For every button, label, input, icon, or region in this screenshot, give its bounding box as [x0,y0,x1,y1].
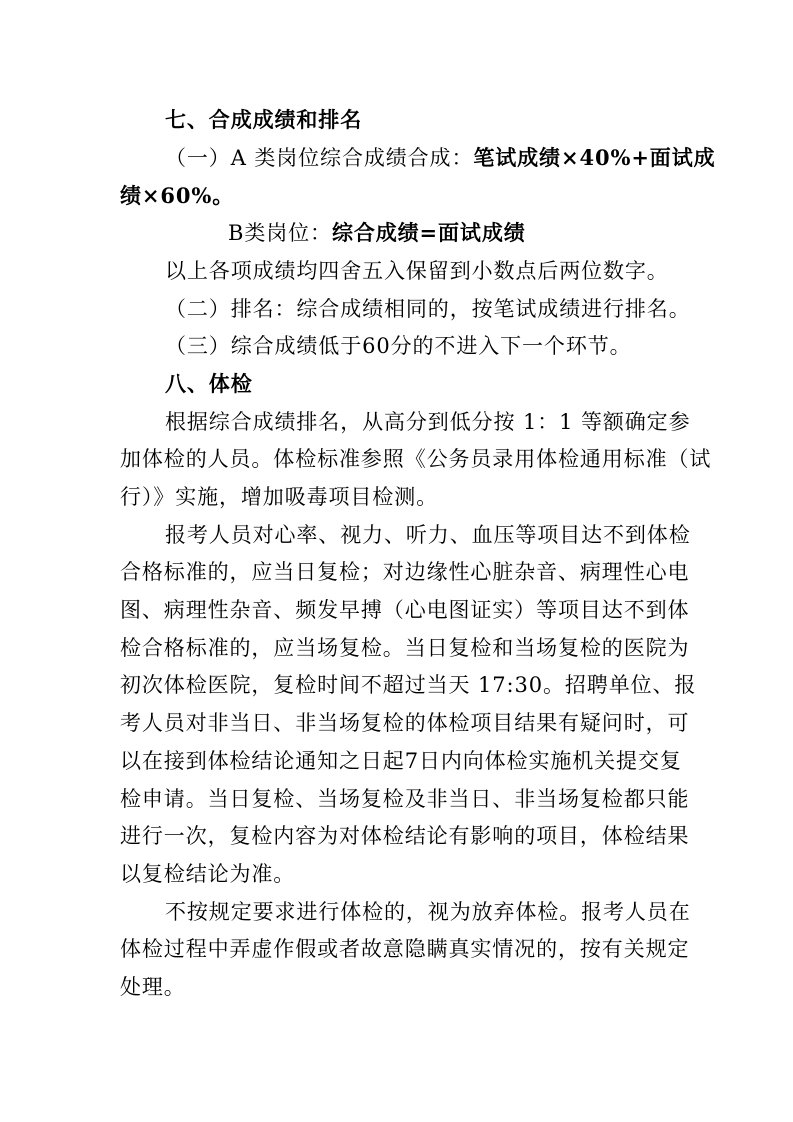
section-8-p3-line: 体检过程中弄虚作假或者故意隐瞒真实情况的，按有关规定 [120,937,690,961]
section-8-p2-line: 初次体检医院，复检时间不超过当天 17:30。招聘单位、报 [120,673,697,697]
item-b-prefix: B类岗位： [228,221,332,245]
section-8-p1-line: 根据综合成绩排名，从高分到低分按 1：1 等额确定参 [165,410,691,434]
section-8-title: 八、体检 [165,371,253,396]
section-8-p2-line: 检申请。当日复检、当场复检及非当日、非当场复检都只能 [120,787,690,811]
section-7-item-3: （三）综合成绩低于60分的不进入下一个环节。 [165,334,632,358]
item-b-formula: 综合成绩=面试成绩 [331,220,526,245]
section-7-item-2: （二）排名：综合成绩相同的，按笔试成绩进行排名。 [165,297,691,321]
section-8-p2-line: 进行一次，复检内容为对体检结论有影响的项目，体检结果 [120,824,690,848]
section-8-p2-line: 合格标准的，应当日复检；对边缘性心脏杂音、病理性心电 [120,560,690,584]
item-1-formula-part-a: 笔试成绩×40%+面试成 [473,145,716,170]
section-8-p3-line: 处理。 [120,975,186,999]
section-7-item-b [0,219,793,247]
section-8-p1-line: 加体检的人员。体检标准参照《公务员录用体检通用标准（试 [120,447,712,471]
section-8-p2-line: 以在接到体检结论通知之日起7日内向体检实施机关提交复 [120,749,682,773]
section-8-p2-line: 图、病理性杂音、频发早搏（心电图证实）等项目达不到体 [120,598,690,622]
section-7-title: 七、合成成绩和排名 [165,107,363,132]
rounding-note: 以上各项成绩均四舍五入保留到小数点后两位数字。 [165,259,669,283]
section-8-p3-line: 不按规定要求进行体检的，视为放弃体检。报考人员在 [165,900,691,924]
section-8-p2-line: 检合格标准的，应当场复检。当日复检和当场复检的医院为 [120,636,690,660]
section-7-item-1-line-1 [0,144,793,172]
section-8-p2-line: 考人员对非当日、非当场复检的体检项目结果有疑问时，可 [120,711,690,735]
item-1-prefix: （一）A 类岗位综合成绩合成： [165,146,474,170]
section-8-p2-line: 以复检结论为准。 [120,862,296,886]
item-1-formula-part-b: 绩×60%。 [120,183,235,208]
section-8-p2-line: 报考人员对心率、视力、听力、血压等项目达不到体检 [165,523,691,547]
section-8-p1-line: 行）》实施，增加吸毒项目检测。 [120,485,438,509]
